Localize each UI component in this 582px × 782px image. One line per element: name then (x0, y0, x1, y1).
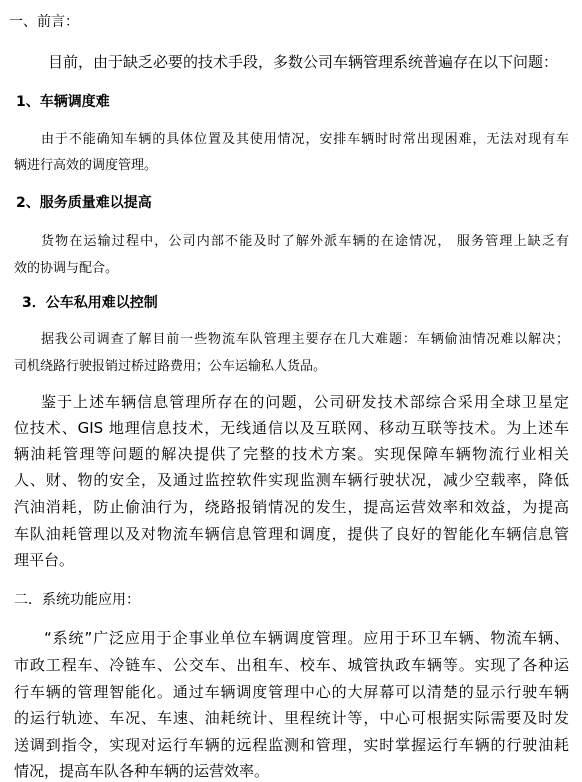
problem-service-line-1: 货物在运输过程中，公司内部不能及时了解外派车辆的在途情况， 服务管理上缺乏有 (41, 234, 569, 249)
section-heading-functions: 二．系统功能应用： (14, 592, 140, 608)
functions-line-3: 行车辆的管理智能化。通过车辆调度管理中心的大屏幕可以清楚的显示行驶车辆 (14, 683, 569, 701)
problem-dispatch-line-2: 辆进行高效的调度管理。 (14, 158, 158, 173)
summary-line-1: 鉴于上述车辆信息管理所存在的问题，公司研发技术部综合采用全球卫星定 (41, 393, 569, 411)
problem-title-dispatch: 1、车辆调度难 (16, 94, 110, 110)
summary-line-3: 辆油耗管理等问题的解决提供了完整的技术方案。实现保障车辆物流行业相关 (14, 445, 569, 463)
functions-line-2: 市政工程车、冷链车、公交车、出租车、校车、城管执政车辆等。实现了各种运 (14, 656, 569, 674)
problem-private-use-line-1: 据我公司调查了解目前一些物流车队管理主要存在几大难题：车辆偷油情况难以解决； (41, 332, 569, 347)
problem-private-use-line-2: 司机绕路行驶报销过桥过路费用；公车运输私人货品。 (14, 359, 327, 374)
problem-dispatch-line-1: 由于不能确知车辆的具体位置及其使用情况，安排车辆时时常出现困难，无法对现有车 (41, 132, 569, 147)
summary-line-6: 车队油耗管理以及对物流车辆信息管理和调度，提供了良好的智能化车辆信息管 (14, 525, 569, 543)
summary-line-7: 理平台。 (14, 551, 75, 569)
preface-intro: 目前，由于缺乏必要的技术手段，多数公司车辆管理系统普遍存在以下问题： (48, 53, 559, 71)
summary-line-2: 位技术、GIS 地理信息技术，无线通信以及互联网、移动互联等技术。为上述车 (14, 419, 569, 437)
problem-title-service: 2、服务质量难以提高 (16, 195, 152, 211)
summary-line-4: 人、财、物的安全，及通过监控软件实现监测车辆行驶状况，减少空载率，降低 (14, 471, 569, 489)
summary-line-5: 汽油消耗，防止偷油行为，绕路报销情况的发生，提高运营效率和效益，为提高 (14, 498, 569, 516)
problem-service-line-2: 效的协调与配合。 (14, 261, 119, 276)
functions-line-4: 的运行轨迹、车况、车速、油耗统计、里程统计等，中心可根据实际需要及时发 (14, 709, 569, 727)
section-heading-preface: 一、前言： (9, 14, 79, 30)
problem-title-private-use: 3．公车私用难以控制 (22, 295, 158, 311)
functions-line-5: 送调到指令，实现对运行车辆的远程监测和管理，实时掌握运行车辆的行驶油耗 (14, 736, 569, 754)
functions-line-6: 情况，提高车队各种车辆的运营效率。 (14, 762, 270, 780)
functions-line-1: “系统”广泛应用于企事业单位车辆调度管理。应用于环卫车辆、物流车辆、 (44, 629, 569, 647)
